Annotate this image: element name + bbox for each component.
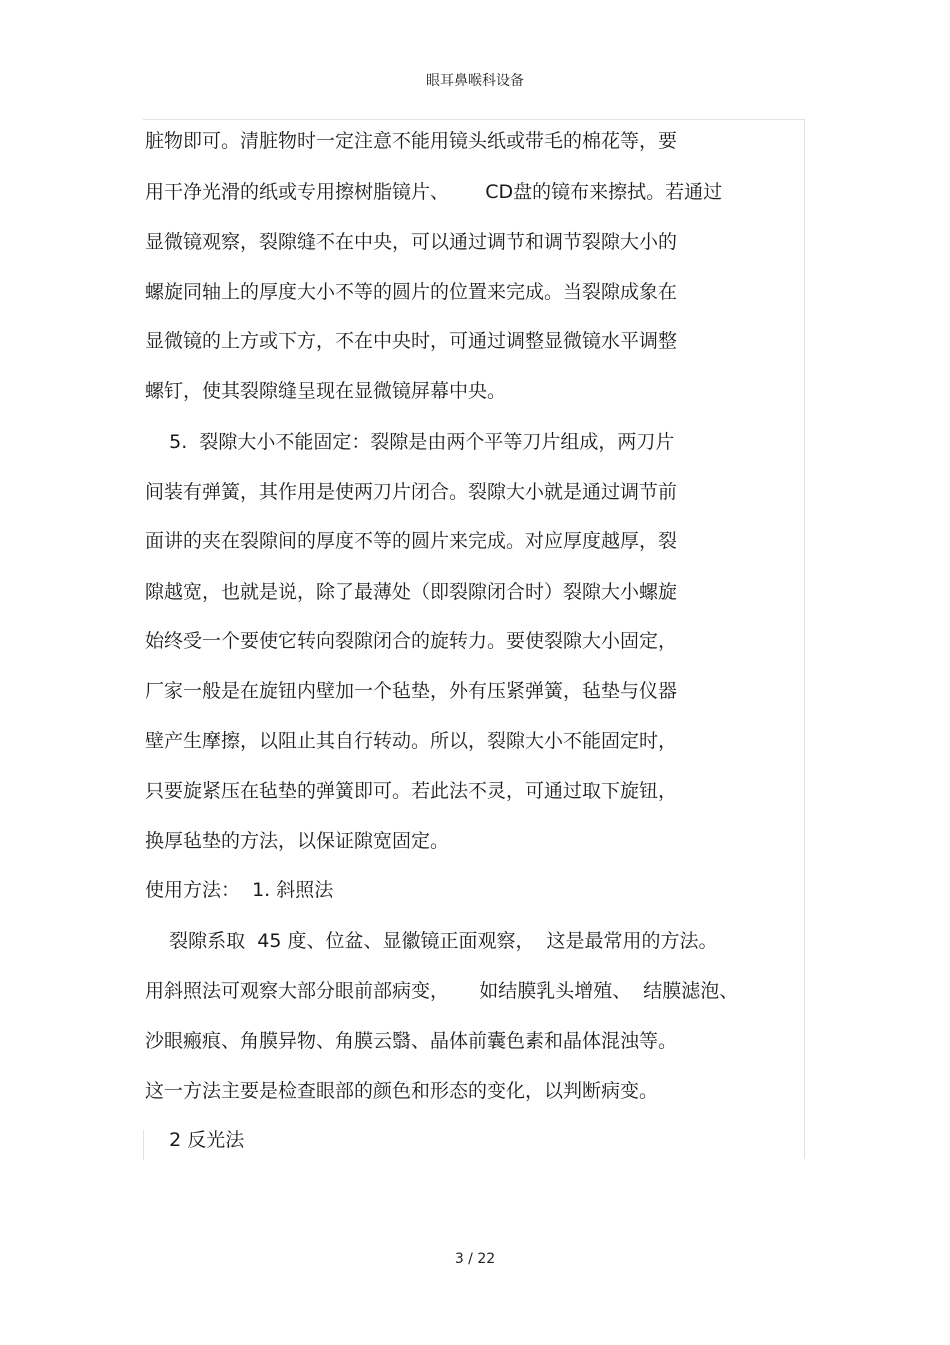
text-line: 用斜照法可观察大部分眼前部病变， 如结膜乳头增殖、 结膜滤泡、 [145, 980, 739, 1002]
text-line: 始终受一个要使它转向裂隙闭合的旋转力。要使裂隙大小固定， [145, 630, 678, 652]
text-line: 壁产生摩擦，以阻止其自行转动。所以，裂隙大小不能固定时， [145, 730, 678, 752]
text-line: 用干净光滑的纸或专用擦树脂镜片、 CD盘的镜布来擦拭。若通过 [145, 181, 723, 203]
page-number: 3 / 22 [454, 1251, 496, 1267]
section-heading: 使用方法： 1. 斜照法 [145, 879, 334, 901]
text-line: 5. 裂隙大小不能固定：裂隙是由两个平等刀片组成，两刀片 [145, 431, 675, 453]
text-line: 换厚毡垫的方法，以保证隙宽固定。 [145, 830, 450, 852]
text-line: 间装有弹簧，其作用是使两刀片闭合。裂隙大小就是通过调节前 [145, 481, 678, 503]
text-line: 显微镜观察，裂隙缝不在中央，可以通过调节和调节裂隙大小的 [145, 231, 678, 253]
text-line: 显微镜的上方或下方，不在中央时，可通过调整显微镜水平调整 [145, 330, 678, 352]
text-line: 隙越宽，也就是说，除了最薄处（即裂隙闭合时）裂隙大小螺旋 [145, 581, 678, 603]
text-line: 脏物即可。清脏物时一定注意不能用镜头纸或带毛的棉花等，要 [145, 130, 678, 152]
text-line: 面讲的夹在裂隙间的厚度不等的圆片来完成。对应厚度越厚，裂 [145, 530, 678, 552]
page-header-title: 眼耳鼻喉科设备 [426, 73, 524, 89]
text-line: 厂家一般是在旋钮内壁加一个毡垫，外有压紧弹簧，毡垫与仪器 [145, 680, 678, 702]
text-line: 螺钉，使其裂隙缝呈现在显微镜屏幕中央。 [145, 380, 507, 402]
text-line: 只要旋紧压在毡垫的弹簧即可。若此法不灵，可通过取下旋钮， [145, 780, 678, 802]
text-line: 螺旋同轴上的厚度大小不等的圆片的位置来完成。当裂隙成象在 [145, 281, 678, 303]
text-line: 这一方法主要是检查眼部的颜色和形态的变化，以判断病变。 [145, 1080, 659, 1102]
frame-left-rule [143, 1130, 144, 1160]
text-line: 裂隙系取 45 度、位盆、显徽镜正面观察， 这是最常用的方法。 [145, 930, 718, 952]
text-line: 沙眼瘢痕、角膜异物、角膜云翳、晶体前囊色素和晶体混浊等。 [145, 1030, 678, 1052]
section-heading: 2 反光法 [145, 1129, 245, 1151]
